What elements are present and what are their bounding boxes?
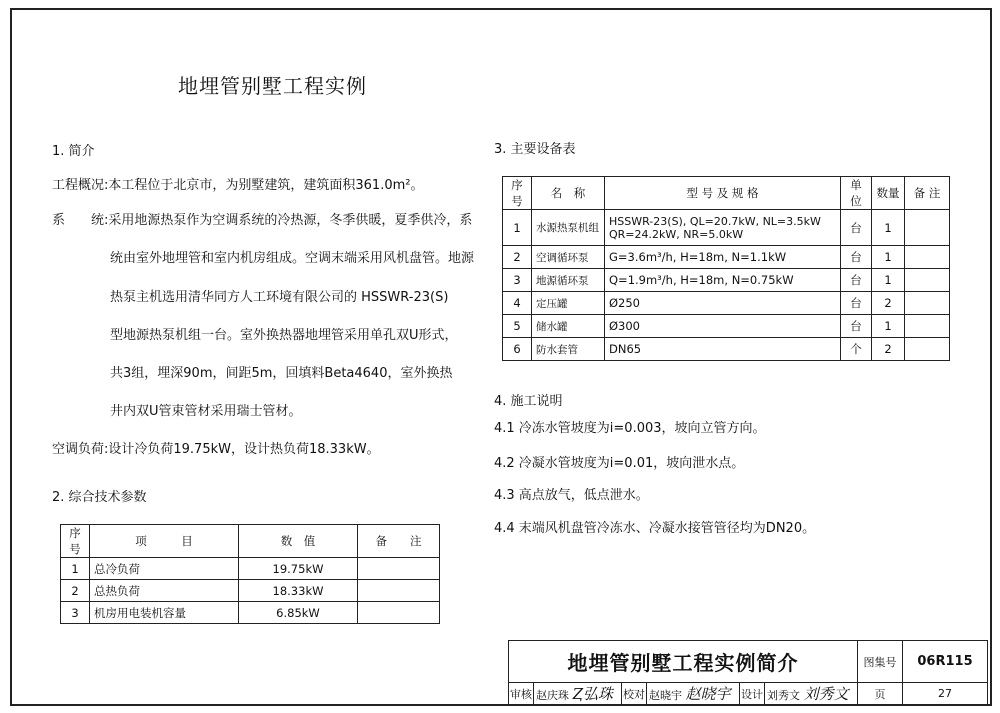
section-3-heading: 3. 主要设备表 — [494, 142, 576, 157]
note-4-3: 4.3 高点放气，低点泄水。 — [494, 488, 649, 503]
cell-no: 1 — [61, 558, 90, 580]
cell-name: 储水罐 — [532, 315, 605, 338]
col-header-qty: 数量 — [872, 177, 905, 210]
system-line-4: 型地源热泵机组一台。室外换热器地埋管采用单孔双U形式， — [110, 328, 458, 343]
check-name: 赵晓宇 — [649, 689, 683, 702]
col-header-no: 序号 — [61, 525, 90, 558]
cell-name: 防水套管 — [532, 338, 605, 361]
cell-remark — [905, 292, 950, 315]
cell-spec: Ø300 — [605, 315, 841, 338]
design-name-signature — [765, 683, 858, 705]
cell-unit: 个 — [841, 338, 872, 361]
col-header-remark: 备 注 — [358, 525, 440, 558]
cell-no: 5 — [503, 315, 532, 338]
cell-remark — [905, 315, 950, 338]
design-signature: 刘秀文 — [803, 685, 849, 703]
cell-name: 地源循环泵 — [532, 269, 605, 292]
table-row — [61, 602, 440, 624]
cell-no: 1 — [503, 210, 532, 246]
cell-spec: Ø250 — [605, 292, 841, 315]
table-row — [61, 558, 440, 580]
cell-no: 2 — [503, 246, 532, 269]
cell-name: 定压罐 — [532, 292, 605, 315]
check-signature: 赵晓宇 — [685, 685, 731, 703]
col-header-name: 名 称 — [532, 177, 605, 210]
system-line-6: 井内双U管束管材采用瑞士管材。 — [110, 404, 302, 419]
overview-text: 工程概况:本工程位于北京市，为别墅建筑，建筑面积361.0m²。 — [52, 178, 424, 193]
cell-qty: 1 — [872, 246, 905, 269]
cell-qty: 1 — [872, 315, 905, 338]
page-title: 地埋管别墅工程实例 — [178, 74, 367, 98]
cell-name: 空调循环泵 — [532, 246, 605, 269]
cell-remark — [905, 210, 950, 246]
cell-item: 机房用电装机容量 — [90, 602, 239, 624]
section-4-heading: 4. 施工说明 — [494, 394, 563, 409]
title-block — [508, 640, 988, 705]
cell-qty: 1 — [872, 210, 905, 246]
cell-no: 3 — [61, 602, 90, 624]
section-1-heading: 1. 简介 — [52, 144, 95, 159]
cell-qty: 2 — [872, 338, 905, 361]
equipment-table — [502, 176, 950, 361]
review-signature: Ⱬ弘珠 — [572, 685, 613, 703]
cell-no: 2 — [61, 580, 90, 602]
cell-item: 总冷负荷 — [90, 558, 239, 580]
check-label: 校对 — [622, 683, 647, 705]
cell-unit: 台 — [841, 246, 872, 269]
cell-value: 19.75kW — [239, 558, 358, 580]
cell-no: 3 — [503, 269, 532, 292]
page-label: 页 — [858, 683, 903, 705]
load-text: 空调负荷:设计冷负荷19.75kW，设计热负荷18.33kW。 — [52, 442, 380, 457]
check-name-signature — [647, 683, 740, 705]
atlas-number: 06R115 — [903, 641, 988, 683]
table-row — [503, 338, 950, 361]
design-label: 设计 — [740, 683, 765, 705]
review-name: 赵庆珠 — [536, 689, 569, 702]
system-line-2: 统由室外地埋管和室内机房组成。空调末端采用风机盘管。地源 — [110, 251, 475, 266]
cell-no: 6 — [503, 338, 532, 361]
section-2-heading: 2. 综合技术参数 — [52, 490, 147, 505]
system-line-3: 热泵主机选用清华同方人工环境有限公司的 HSSWR-23(S) — [110, 290, 449, 305]
cell-value: 6.85kW — [239, 602, 358, 624]
tech-params-table — [60, 524, 440, 624]
cell-spec: HSSWR-23(S), QL=20.7kW, NL=3.5kW QR=24.2kW, NR=5.0kW — [605, 210, 841, 246]
table-row — [503, 210, 950, 246]
table-row — [503, 292, 950, 315]
cell-remark — [358, 602, 440, 624]
cell-spec: DN65 — [605, 338, 841, 361]
title-block-caption: 地埋管别墅工程实例简介 — [509, 641, 858, 683]
cell-value: 18.33kW — [239, 580, 358, 602]
cell-remark — [358, 558, 440, 580]
system-line-1: 系 统:采用地源热泵作为空调系统的冷热源，冬季供暖，夏季供冷，系 — [52, 213, 473, 228]
cell-no: 4 — [503, 292, 532, 315]
note-4-4: 4.4 末端风机盘管冷冻水、冷凝水接管管径均为DN20。 — [494, 521, 816, 536]
col-header-remark: 备 注 — [905, 177, 950, 210]
cell-qty: 1 — [872, 269, 905, 292]
cell-remark — [905, 338, 950, 361]
cell-remark — [905, 246, 950, 269]
cell-unit: 台 — [841, 292, 872, 315]
cell-unit: 台 — [841, 315, 872, 338]
table-row — [503, 246, 950, 269]
review-name-signature — [534, 683, 622, 705]
col-header-spec: 型 号 及 规 格 — [605, 177, 841, 210]
table-row — [61, 580, 440, 602]
cell-unit: 台 — [841, 210, 872, 246]
cell-unit: 台 — [841, 269, 872, 292]
col-header-value: 数 值 — [239, 525, 358, 558]
col-header-unit: 单位 — [841, 177, 872, 210]
design-name: 刘秀文 — [767, 689, 801, 702]
cell-remark — [905, 269, 950, 292]
cell-remark — [358, 580, 440, 602]
note-4-1: 4.1 冷冻水管坡度为i=0.003，坡向立管方向。 — [494, 421, 766, 436]
note-4-2: 4.2 冷凝水管坡度为i=0.01，坡向泄水点。 — [494, 456, 745, 471]
cell-qty: 2 — [872, 292, 905, 315]
page-number: 27 — [903, 683, 988, 705]
atlas-label: 图集号 — [858, 641, 903, 683]
cell-item: 总热负荷 — [90, 580, 239, 602]
table-row — [503, 315, 950, 338]
system-line-5: 共3组，埋深90m，间距5m，回填料Beta4640，室外换热 — [110, 366, 453, 381]
cell-spec: Q=1.9m³/h, H=18m, N=0.75kW — [605, 269, 841, 292]
table-row — [503, 269, 950, 292]
col-header-no: 序号 — [503, 177, 532, 210]
review-label: 审核 — [509, 683, 534, 705]
col-header-item: 项 目 — [90, 525, 239, 558]
cell-spec: G=3.6m³/h, H=18m, N=1.1kW — [605, 246, 841, 269]
cell-name: 水源热泵机组 — [532, 210, 605, 246]
